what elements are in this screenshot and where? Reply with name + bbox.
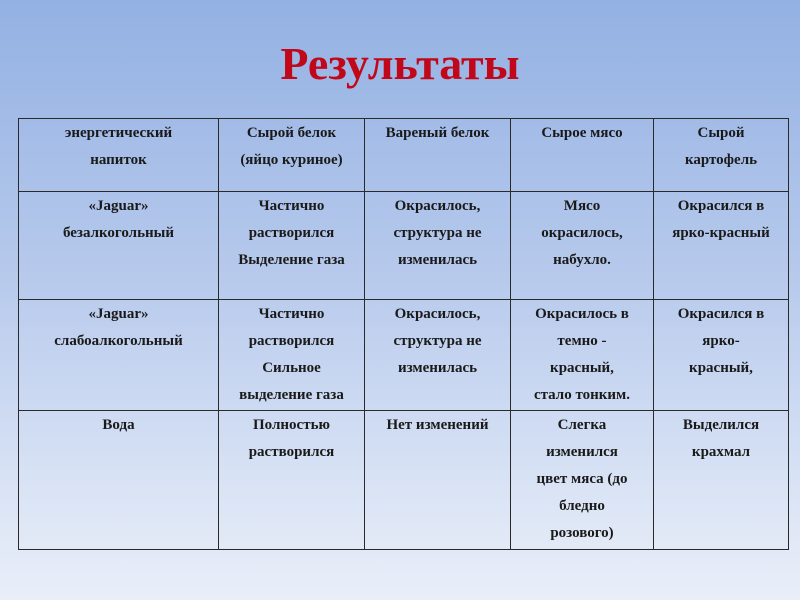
cell-drink	[19, 300, 219, 411]
cell-boiled-egg-white	[365, 411, 511, 550]
cell-line: «Jaguar»	[88, 306, 149, 322]
cell-raw-egg-white	[219, 192, 365, 300]
header-row	[19, 119, 789, 192]
cell-line: красный,	[550, 360, 614, 376]
cell-line: Сильное	[262, 360, 321, 376]
cell-line: бледно	[559, 498, 605, 514]
cell-line: безалкогольный	[62, 225, 175, 241]
cell-raw-potato	[654, 411, 789, 550]
cell-raw-meat	[511, 300, 654, 411]
header-cell-boiled-egg-white	[365, 119, 511, 192]
cell-line: изменилась	[397, 360, 478, 376]
cell-line: Слегка	[557, 417, 607, 433]
header-cell-raw-meat	[511, 119, 654, 192]
cell-line: Выделение газа	[238, 252, 345, 268]
cell-line: выделение газа	[239, 387, 344, 403]
cell-line: розового)	[550, 525, 614, 541]
cell-line: изменилась	[397, 252, 478, 268]
cell-line: напиток	[90, 152, 147, 168]
header-cell-raw-egg-white	[219, 119, 365, 192]
table-row	[19, 411, 789, 550]
cell-line: набухло.	[553, 252, 611, 268]
cell-raw-potato	[654, 192, 789, 300]
cell-boiled-egg-white	[365, 192, 511, 300]
header-cell-raw-potato	[654, 119, 789, 192]
cell-line: картофель	[684, 152, 758, 168]
cell-line: слабоалкогольный	[54, 333, 183, 349]
cell-raw-egg-white	[219, 300, 365, 411]
cell-line: Окрасилось,	[394, 198, 481, 214]
cell-line: Сырой белок	[246, 125, 337, 141]
cell-line: Полностью	[253, 417, 330, 433]
cell-line: Выделился	[682, 417, 760, 433]
cell-raw-egg-white	[219, 411, 365, 550]
cell-raw-potato	[654, 300, 789, 411]
cell-line: окрасилось,	[541, 225, 623, 241]
cell-line: Частично	[258, 306, 325, 322]
cell-line: структура не	[393, 333, 482, 349]
cell-line: структура не	[393, 225, 482, 241]
cell-line: Мясо	[563, 198, 601, 214]
results-table	[18, 118, 789, 550]
cell-line: стало тонким.	[533, 387, 631, 403]
cell-line: Частично	[258, 198, 325, 214]
cell-drink	[19, 411, 219, 550]
cell-line: Окрасился в	[677, 306, 765, 322]
cell-line: изменился	[546, 444, 618, 460]
table-row	[19, 300, 789, 411]
cell-line: ярко-красный	[672, 225, 770, 241]
cell-line: ярко-	[702, 333, 740, 349]
cell-line: Окрасилось,	[394, 306, 481, 322]
header-cell-drink	[19, 119, 219, 192]
cell-raw-meat	[511, 411, 654, 550]
cell-line: цвет мяса (до	[536, 471, 628, 487]
cell-line: Нет изменений	[386, 417, 489, 433]
cell-line: Сырой	[697, 125, 745, 141]
cell-line: Сырое мясо	[541, 125, 623, 141]
slide-title: Результаты	[280, 38, 520, 89]
cell-raw-meat	[511, 192, 654, 300]
cell-line: крахмал	[691, 444, 751, 460]
table-row	[19, 192, 789, 300]
cell-line: растворился	[248, 225, 335, 241]
cell-line: Окрасился в	[677, 198, 765, 214]
cell-line: красный,	[689, 360, 753, 376]
cell-line: Вода	[102, 417, 135, 433]
cell-line: Окрасилось в	[535, 306, 629, 322]
cell-line: энергетический	[64, 125, 173, 141]
cell-boiled-egg-white	[365, 300, 511, 411]
cell-drink	[19, 192, 219, 300]
cell-line: темно -	[557, 333, 607, 349]
cell-line: (яйцо куриное)	[240, 152, 343, 168]
cell-line: «Jaguar»	[88, 198, 149, 214]
cell-line: растворился	[248, 444, 335, 460]
cell-line: Вареный белок	[385, 125, 490, 141]
cell-line: растворился	[248, 333, 335, 349]
